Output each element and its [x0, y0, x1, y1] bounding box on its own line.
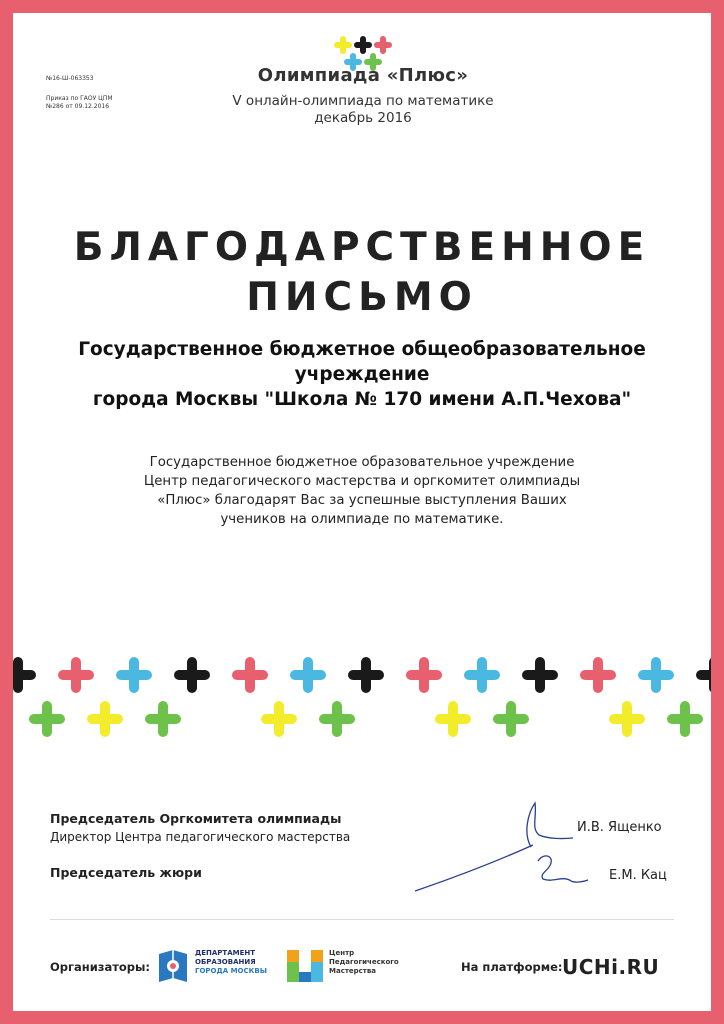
- cpm-line-1: Центр: [329, 949, 355, 957]
- band-plus-bottom: [667, 701, 703, 737]
- band-plus-bottom: [609, 701, 645, 737]
- band-plus-top: [580, 657, 616, 693]
- chair-title: Председатель Оргкомитета олимпиады: [50, 811, 342, 826]
- band-plus-top: [232, 657, 268, 693]
- band-plus-bottom: [493, 701, 529, 737]
- organizers-label: Организаторы:: [50, 960, 151, 974]
- band-plus-top: [58, 657, 94, 693]
- band-plus-top: [406, 657, 442, 693]
- band-plus-bottom: [87, 701, 123, 737]
- chair-name: И.В. Ященко: [577, 820, 662, 835]
- olympiad-title: Олимпиада «Плюс»: [257, 65, 469, 86]
- band-plus-top: [13, 657, 36, 693]
- band-plus-top: [522, 657, 558, 693]
- band-plus-top: [348, 657, 384, 693]
- body-line-3: «Плюс» благодарят Вас за успешные выступления Ваших: [157, 493, 567, 508]
- band-plus-top: [638, 657, 674, 693]
- gratitude-text: [123, 453, 601, 529]
- chair-subtitle: Директор Центра педагогического мастерства: [50, 830, 351, 844]
- dep-line-2: ОБРАЗОВАНИЯ: [195, 958, 256, 966]
- band-plus-bottom: [145, 701, 181, 737]
- jury-title: Председатель жюри: [50, 865, 202, 880]
- title-line-2: ПИСЬМО: [246, 275, 478, 320]
- logo-plus-pink: [374, 36, 392, 54]
- band-plus-top: [174, 657, 210, 693]
- band-plus-bottom: [261, 701, 297, 737]
- dep-line-1: ДЕПАРТАМЕНТ: [195, 949, 255, 957]
- cpm-line-2: Педагогического: [329, 958, 399, 966]
- document-number: №16-Ш-063353: [46, 75, 94, 82]
- platform-label: На платформе:: [461, 960, 563, 974]
- footer-divider: [50, 919, 674, 920]
- decorative-plus-band: [13, 653, 711, 743]
- logo-plus-yellow: [334, 36, 352, 54]
- order-line-2: №286 от 09.12.2016: [46, 103, 110, 110]
- logo-plus-black: [354, 36, 372, 54]
- certificate-title: [13, 223, 711, 323]
- handwritten-signatures: [413, 783, 593, 893]
- pedagogical-center-name: [329, 949, 399, 976]
- band-plus-bottom: [29, 701, 65, 737]
- order-line-1: Приказ по ГАОУ ЦПМ: [46, 95, 113, 102]
- band-plus-top: [464, 657, 500, 693]
- olympiad-subtitle: [163, 93, 563, 127]
- cpm-line-3: Мастерства: [329, 967, 377, 975]
- title-line-1: БЛАГОДАРСТВЕННОЕ: [73, 225, 651, 270]
- band-plus-top: [696, 657, 711, 693]
- recipient-line-2: города Москвы "Школа № 170 имени А.П.Чехова": [92, 389, 632, 410]
- band-plus-top: [116, 657, 152, 693]
- body-line-1: Государственное бюджетное образовательное учреждение: [149, 455, 575, 470]
- recipient-line-1: Государственное бюджетное общеобразовательное учреждение: [78, 339, 646, 385]
- band-plus-top: [290, 657, 326, 693]
- certificate-page: [13, 13, 711, 1011]
- recipient-name: [33, 337, 691, 412]
- band-plus-bottom: [435, 701, 471, 737]
- education-department-name: [195, 949, 267, 976]
- uchi-ru-logo: UCHi.RU: [562, 955, 660, 979]
- subtitle-line-2: декабрь 2016: [314, 110, 412, 126]
- pedagogical-center-logo: [285, 946, 325, 986]
- jury-name: Е.М. Кац: [609, 868, 667, 883]
- body-line-4: учеников на олимпиаде по математике.: [220, 512, 504, 527]
- subtitle-line-1: V онлайн-олимпиада по математике: [232, 93, 494, 109]
- body-line-2: Центр педагогического мастерства и оргкомитет олимпиады: [143, 474, 581, 489]
- dep-line-3: ГОРОДА МОСКВЫ: [195, 967, 267, 975]
- band-plus-bottom: [319, 701, 355, 737]
- order-reference: [46, 95, 113, 111]
